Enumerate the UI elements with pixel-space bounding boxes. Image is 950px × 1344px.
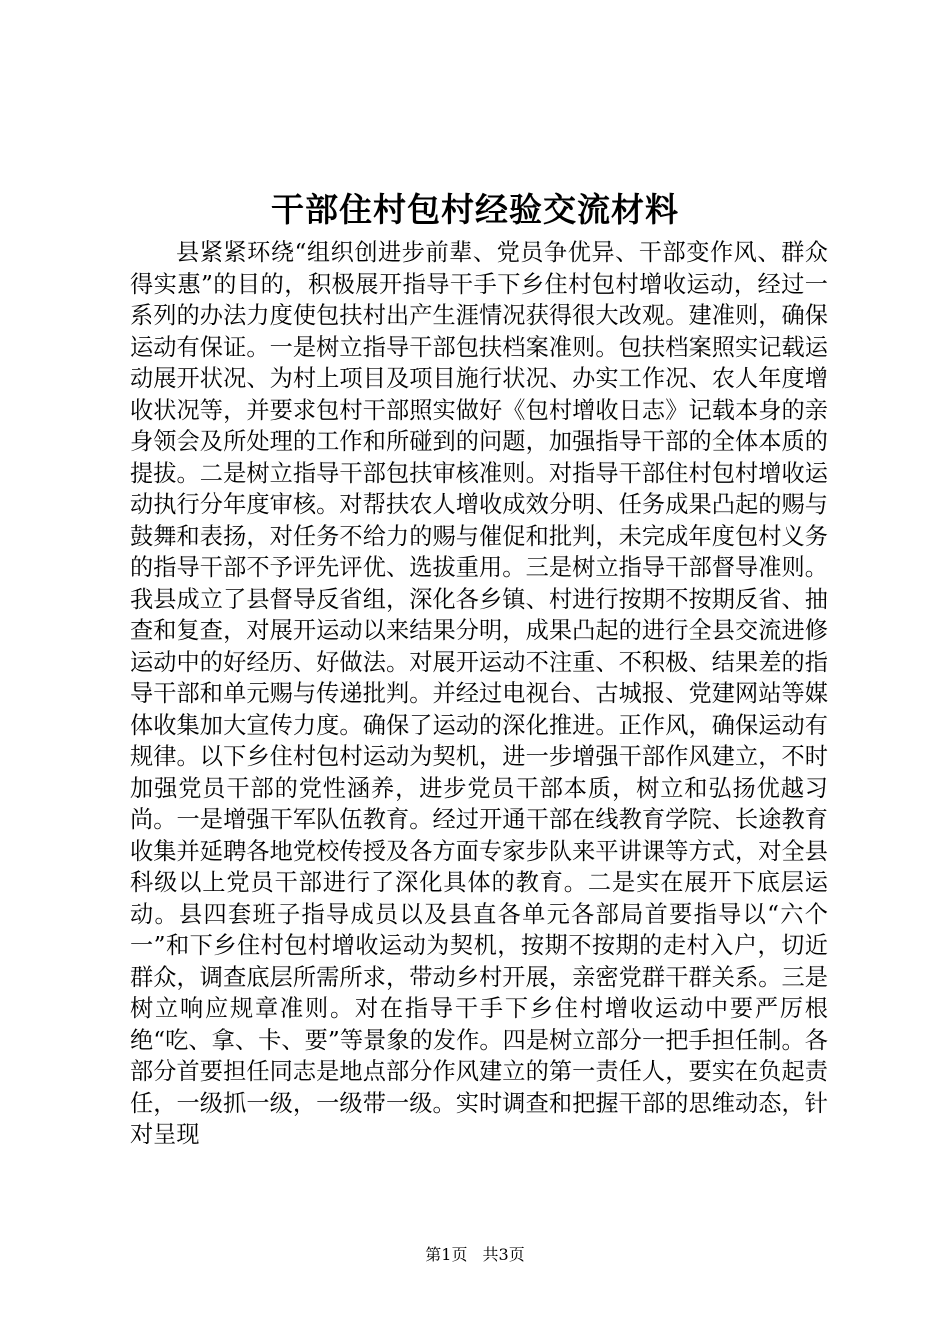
page-total: 共3页	[482, 1245, 525, 1264]
document-title: 干部住村包村经验交流材料	[271, 190, 679, 229]
page-number: 第1页	[425, 1245, 468, 1264]
page-footer	[0, 1244, 950, 1266]
document-body-paragraph: 县紧紧环绕“组织创进步前辈、党员争优异、干部变作风、群众得实惠”的目的，积极展开指导干手下乡住村包村增收运动，经过一系列的办法力度使包扶村出产生涯情况获得很大改观。建准则，确保运动有保证。一是树立指导干部包扶档案准则。包扶档案照实记载运动展开状况、为村上项目及项目施行状况、办实工作况、农人年度增收状况等，并要求包村干部照实做好《包村增收日志》记载本身的亲身领会及所处理的工作和所碰到的问题，加强指导干部的全体本质的提拔。二是树立指导干部包扶审核准则。对指导干部住村包村增收运动执行分年度审核。对帮扶农人增收成效分明、任务成果凸起的赐与鼓舞和表扬，对任务不给力的赐与催促和批判，未完成年度包村义务的指导干部不予评先评优、选拔重用。三是树立指导干部督导准则。我县成立了县督导反省组，深化各乡镇、村进行按期不按期反省、抽查和复查，对展开运动以来结果分明，成果凸起的进行全县交流进修运动中的好经历、好做法。对展开运动不注重、不积极、结果差的指导干部和单元赐与传递批判。并经过电视台、古城报、党建网站等媒体收集加大宣传力度。确保了运动的深化推进。正作风，确保运动有规律。以下乡住村包村运动为契机，进一步增强干部作风建立，不时加强党员干部的党性涵养，进步党员干部本质，树立和弘扬优越习尚。一是增强干军队伍教育。经过开通干部在线教育学院、长途教育收集并延聘各地党校传授及各方面专家步队来平讲课等方式，对全县科级以上党员干部进行了深化具体的教育。二是实在展开下底层运动。县四套班子指导成员以及县直各单元各部局首要指导以“六个一”和下乡住村包村增收运动为契机，按期不按期的走村入户，切近群众，调查底层所需所求，带动乡村开展，亲密党群干群关系。三是树立响应规章准则。对在指导干手下乡住村增收运动中要严厉根绝“吃、拿、卡、要”等景象的发作。四是树立部分一把手担任制。各部分首要担任同志是地点部分作风建立的第一责任人，要实在负起责任，一级抓一级，一级带一级。实时调查和把握干部的思维动态，针对呈现	[130, 239, 828, 1148]
